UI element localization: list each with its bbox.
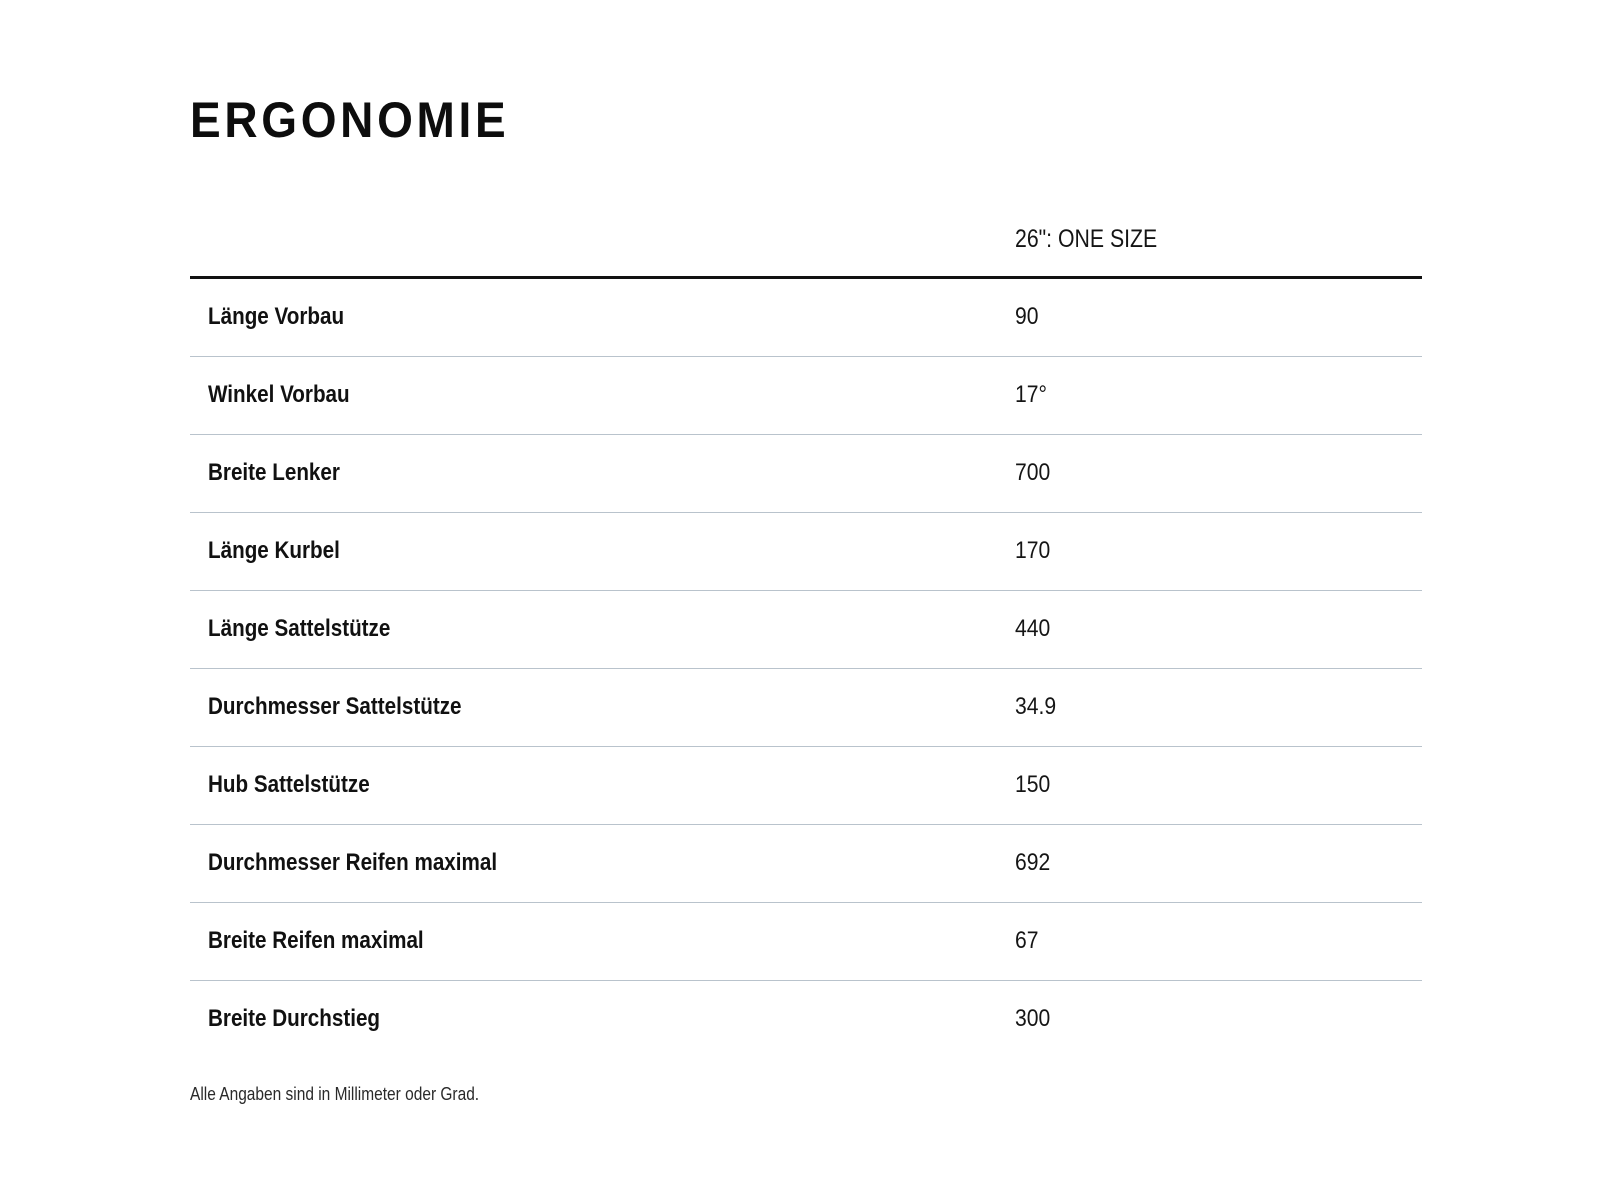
- row-label: Durchmesser Reifen maximal: [208, 849, 498, 876]
- row-value: 34.9: [1015, 693, 1057, 720]
- row-value: 90: [1015, 303, 1039, 330]
- size-column-header: 26": ONE SIZE: [1015, 225, 1158, 253]
- geometry-table: [190, 210, 1422, 1058]
- row-value: 17°: [1015, 381, 1047, 408]
- units-footnote: Alle Angaben sind in Millimeter oder Grad.: [190, 1084, 480, 1104]
- row-value: 170: [1015, 537, 1051, 564]
- row-label: Länge Kurbel: [208, 537, 340, 564]
- table-row: [190, 981, 1422, 1058]
- table-row: [190, 903, 1422, 981]
- row-label: Breite Reifen maximal: [208, 927, 424, 954]
- table-row: [190, 357, 1422, 435]
- table-row: [190, 669, 1422, 747]
- row-label: Durchmesser Sattelstütze: [208, 693, 462, 720]
- row-value: 300: [1015, 1005, 1051, 1032]
- row-label: Breite Durchstieg: [208, 1005, 381, 1032]
- table-row: [190, 747, 1422, 825]
- row-value: 67: [1015, 927, 1039, 954]
- row-label: Breite Lenker: [208, 459, 340, 486]
- row-value: 150: [1015, 771, 1051, 798]
- table-row: [190, 825, 1422, 903]
- table-row: [190, 591, 1422, 669]
- row-label: Winkel Vorbau: [208, 381, 350, 408]
- row-value: 692: [1015, 849, 1051, 876]
- table-row: [190, 513, 1422, 591]
- row-value: 440: [1015, 615, 1051, 642]
- row-value: 700: [1015, 459, 1051, 486]
- row-label: Länge Vorbau: [208, 303, 345, 330]
- table-header-row: [190, 210, 1422, 279]
- table-row: [190, 435, 1422, 513]
- row-label: Hub Sattelstütze: [208, 771, 370, 798]
- row-label: Länge Sattelstütze: [208, 615, 391, 642]
- table-row: [190, 279, 1422, 357]
- page-title: ERGONOMIE: [190, 92, 510, 148]
